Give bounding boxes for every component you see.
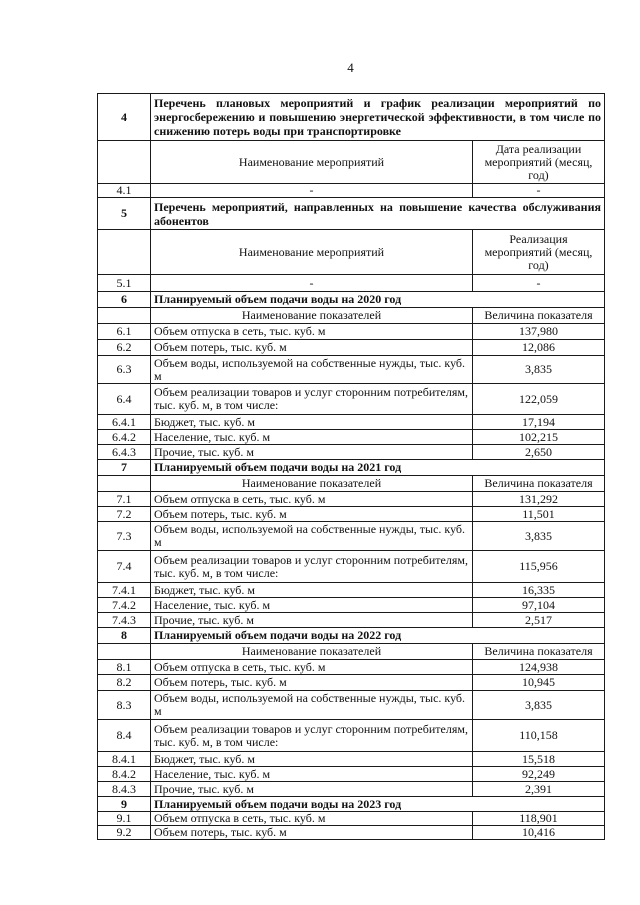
row-number: 8.4.3 <box>98 782 151 797</box>
column-header-row <box>98 230 605 275</box>
row-name: Бюджет, тыс. куб. м <box>151 415 473 430</box>
row-number: 6.4.1 <box>98 415 151 430</box>
row-number: 7.1 <box>98 492 151 507</box>
row-value: 97,104 <box>473 598 605 613</box>
table-row <box>98 356 605 384</box>
row-name: Объем воды, используемой на собственные нужды, тыс. куб. м <box>151 356 473 384</box>
row-number: 6.4.3 <box>98 445 151 460</box>
row-value: 102,215 <box>473 430 605 445</box>
section-title-row <box>98 292 605 308</box>
row-number: 5.1 <box>98 275 151 292</box>
column-header-name: Наименование показателей <box>151 308 473 324</box>
column-header-name: Наименование показателей <box>151 644 473 660</box>
row-name: Прочие, тыс. куб. м <box>151 782 473 797</box>
table-row <box>98 445 605 460</box>
column-header-row <box>98 308 605 324</box>
row-value: 137,980 <box>473 324 605 340</box>
row-name: Население, тыс. куб. м <box>151 598 473 613</box>
empty-cell <box>98 644 151 660</box>
table-row <box>98 691 605 720</box>
column-header-row <box>98 644 605 660</box>
row-value: 3,835 <box>473 522 605 551</box>
row-name: Объем отпуска в сеть, тыс. куб. м <box>151 492 473 507</box>
row-value: 115,956 <box>473 551 605 583</box>
plan-table <box>97 93 605 840</box>
row-value: 12,086 <box>473 340 605 356</box>
table-row <box>98 660 605 675</box>
table-row <box>98 826 605 840</box>
row-number: 6.4 <box>98 384 151 415</box>
row-name: Объем воды, используемой на собственные нужды, тыс. куб. м <box>151 691 473 720</box>
row-number: 7.4.3 <box>98 613 151 628</box>
table-row <box>98 492 605 507</box>
section-number: 4 <box>98 94 151 141</box>
row-number: 6.3 <box>98 356 151 384</box>
row-value: 15,518 <box>473 752 605 767</box>
row-number: 6.4.2 <box>98 430 151 445</box>
section-number: 8 <box>98 628 151 644</box>
table-row <box>98 598 605 613</box>
section-title-row <box>98 460 605 476</box>
table-row <box>98 340 605 356</box>
section-number: 6 <box>98 292 151 308</box>
table-row <box>98 507 605 522</box>
row-name: Бюджет, тыс. куб. м <box>151 752 473 767</box>
empty-cell <box>98 476 151 492</box>
row-name: Объем отпуска в сеть, тыс. куб. м <box>151 660 473 675</box>
row-value: 131,292 <box>473 492 605 507</box>
row-number: 9.2 <box>98 826 151 840</box>
row-name: Объем воды, используемой на собственные нужды, тыс. куб. м <box>151 522 473 551</box>
section-number: 9 <box>98 797 151 812</box>
row-name: - <box>151 184 473 198</box>
table-row <box>98 720 605 752</box>
row-name: - <box>151 275 473 292</box>
table-row <box>98 275 605 292</box>
row-value: 10,416 <box>473 826 605 840</box>
row-value: 124,938 <box>473 660 605 675</box>
row-number: 8.4.1 <box>98 752 151 767</box>
section-title: Планируемый объем подачи воды на 2021 год <box>151 460 605 476</box>
row-name: Бюджет, тыс. куб. м <box>151 583 473 598</box>
row-value: 16,335 <box>473 583 605 598</box>
row-number: 7.4 <box>98 551 151 583</box>
row-name: Объем реализации товаров и услуг сторонним потребителям, тыс. куб. м, в том числе: <box>151 384 473 415</box>
table-row <box>98 613 605 628</box>
row-name: Объем реализации товаров и услуг сторонним потребителям, тыс. куб. м, в том числе: <box>151 551 473 583</box>
section-number: 7 <box>98 460 151 476</box>
section-number: 5 <box>98 198 151 230</box>
row-name: Прочие, тыс. куб. м <box>151 613 473 628</box>
table-row <box>98 583 605 598</box>
table-row <box>98 415 605 430</box>
page-number: 4 <box>347 60 354 75</box>
row-name: Объем потерь, тыс. куб. м <box>151 826 473 840</box>
row-number: 4.1 <box>98 184 151 198</box>
column-header-name: Наименование мероприятий <box>151 230 473 275</box>
row-name: Объем потерь, тыс. куб. м <box>151 340 473 356</box>
section-title-row <box>98 198 605 230</box>
row-number: 6.1 <box>98 324 151 340</box>
row-value: 17,194 <box>473 415 605 430</box>
column-header-row <box>98 476 605 492</box>
row-number: 9.1 <box>98 812 151 826</box>
row-number: 8.1 <box>98 660 151 675</box>
row-name: Объем потерь, тыс. куб. м <box>151 675 473 691</box>
table-row <box>98 384 605 415</box>
table-row <box>98 782 605 797</box>
section-title: Планируемый объем подачи воды на 2023 год <box>151 797 605 812</box>
row-value: 11,501 <box>473 507 605 522</box>
row-name: Объем потерь, тыс. куб. м <box>151 507 473 522</box>
column-header-name: Наименование показателей <box>151 476 473 492</box>
row-value: 2,650 <box>473 445 605 460</box>
column-header-value: Дата реализации мероприятий (месяц, год) <box>473 141 605 184</box>
section-title: Перечень мероприятий, направленных на повышение качества обслуживания абонентов <box>151 198 605 230</box>
row-value: 2,517 <box>473 613 605 628</box>
row-value: 3,835 <box>473 356 605 384</box>
column-header-value: Величина показателя <box>473 308 605 324</box>
section-title-row <box>98 628 605 644</box>
table-row <box>98 675 605 691</box>
row-number: 6.2 <box>98 340 151 356</box>
row-value: 92,249 <box>473 767 605 782</box>
empty-cell <box>98 230 151 275</box>
table-row <box>98 522 605 551</box>
row-name: Прочие, тыс. куб. м <box>151 445 473 460</box>
row-name: Население, тыс. куб. м <box>151 430 473 445</box>
row-name: Объем реализации товаров и услуг сторонним потребителям, тыс. куб. м, в том числе: <box>151 720 473 752</box>
row-value: 10,945 <box>473 675 605 691</box>
row-value: 110,158 <box>473 720 605 752</box>
table-row <box>98 184 605 198</box>
row-number: 8.3 <box>98 691 151 720</box>
row-value: - <box>473 184 605 198</box>
column-header-value: Величина показателя <box>473 644 605 660</box>
row-value: 118,901 <box>473 812 605 826</box>
row-name: Объем отпуска в сеть, тыс. куб. м <box>151 812 473 826</box>
section-title-row <box>98 797 605 812</box>
column-header-row <box>98 141 605 184</box>
column-header-name: Наименование мероприятий <box>151 141 473 184</box>
empty-cell <box>98 141 151 184</box>
table-row <box>98 430 605 445</box>
column-header-value: Реализация мероприятий (месяц, год) <box>473 230 605 275</box>
row-number: 7.2 <box>98 507 151 522</box>
empty-cell <box>98 308 151 324</box>
row-number: 8.4.2 <box>98 767 151 782</box>
table-row <box>98 767 605 782</box>
row-number: 7.4.2 <box>98 598 151 613</box>
section-title: Планируемый объем подачи воды на 2020 год <box>151 292 605 308</box>
section-title: Планируемый объем подачи воды на 2022 год <box>151 628 605 644</box>
column-header-value: Величина показателя <box>473 476 605 492</box>
row-value: 2,391 <box>473 782 605 797</box>
section-title-row <box>98 94 605 141</box>
table-row <box>98 812 605 826</box>
row-value: 122,059 <box>473 384 605 415</box>
row-name: Объем отпуска в сеть, тыс. куб. м <box>151 324 473 340</box>
table-row <box>98 551 605 583</box>
table-row <box>98 752 605 767</box>
section-title: Перечень плановых мероприятий и график реализации мероприятий по энергосбережению и повышению энергетической эффективности, в том числе по снижению потерь воды при транспортировке <box>151 94 605 141</box>
row-number: 8.4 <box>98 720 151 752</box>
row-number: 7.3 <box>98 522 151 551</box>
table-row <box>98 324 605 340</box>
row-value: 3,835 <box>473 691 605 720</box>
row-value: - <box>473 275 605 292</box>
row-name: Население, тыс. куб. м <box>151 767 473 782</box>
row-number: 8.2 <box>98 675 151 691</box>
row-number: 7.4.1 <box>98 583 151 598</box>
